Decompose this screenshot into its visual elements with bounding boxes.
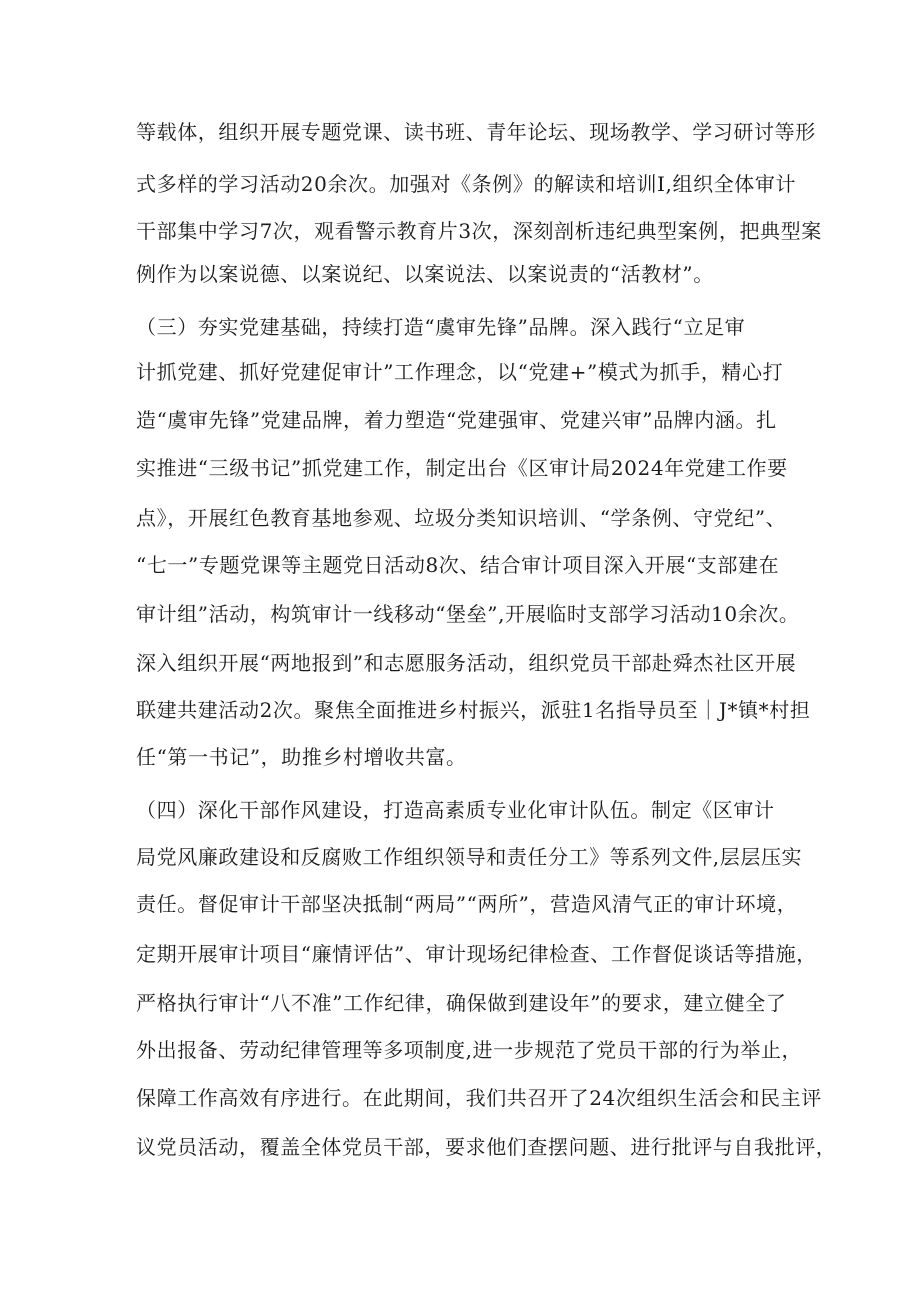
text-line: 等载体，组织开展专题党课、读书班、青年论坛、现场教学、学习研讨等形 (136, 120, 816, 144)
text-line: 议党员活动，覆盖全体党员干部，要求他们查摆问题、进行批评与自我批评， (136, 1135, 837, 1159)
text-line: 局党风廉政建设和反腐败工作组织领导和责任分工》等系列文件,层层压实 (136, 845, 803, 869)
text-line: “七一”专题党课等主题党日活动8次、结合审计项目深入开展“支部建在 (136, 553, 780, 577)
text-line: 定期开展审计项目“廉情评估”、审计现场纪律检查、工作督促谈话等措施， (136, 942, 817, 966)
text-line: 联建共建活动2次。聚焦全面推进乡村振兴，派驻1名指导员至｜J*镇*村担 (136, 698, 811, 722)
text-line: 干部集中学习7次，观看警示教育片3次，深刻剖析违纪典型案例，把典型案 (136, 219, 822, 243)
text-line: 外出报备、劳动纪律管理等多项制度,进一步规范了党员干部的行为举止， (136, 1038, 803, 1062)
text-line: 深入组织开展“两地报到”和志愿服务活动，组织党员干部赴舜杰社区开展 (136, 651, 797, 675)
text-line: 点》，开展红色教育基地参观、垃圾分类知识培训、“学条例、守党纪”、 (136, 506, 787, 530)
text-line: 责任。督促审计干部坚决抵制“两局”“两所”，营造风清气正的审计环境， (136, 892, 798, 916)
text-line: 计抓党建、抓好党建促审计”工作理念，以“党建+”模式为抓手，精心打 (136, 360, 784, 384)
text-line: 式多样的学习活动20余次。加强对《条例》的解读和培训I,组织全体审计 (136, 172, 797, 196)
text-line: 严格执行审计“八不准”工作纪律，确保做到建设年”的要求，建立健全了 (136, 991, 787, 1015)
text-line: 任“第一书记”，助推乡村增收共富。 (136, 745, 467, 769)
text-line: 造“虞审先锋”党建品牌，着力塑造“党建强审、党建兴审”品牌内涵。扎 (136, 408, 777, 432)
section-three-heading-line: （三）夯实党建基础，持续打造“虞审先锋”品牌。深入践行“立足审 (136, 315, 746, 339)
text-line: 例作为以案说德、以案说纪、以案说法、以案说责的“活教材”。 (136, 262, 714, 286)
section-four-heading-line: （四）深化干部作风建设，打造高素质专业化审计队伍。制定《区审计 (136, 798, 775, 822)
text-line: 保障工作高效有序进行。在此期间，我们共召开了24次组织生活会和民主评 (136, 1086, 822, 1110)
text-line: 审计组”活动，构筑审计一线移动“堡垒”,开展临时支部学习活动10余次。 (136, 602, 800, 626)
text-line: 实推进“三级书记”抓党建工作，制定出台《区审计局2024年党建工作要 (136, 456, 788, 480)
